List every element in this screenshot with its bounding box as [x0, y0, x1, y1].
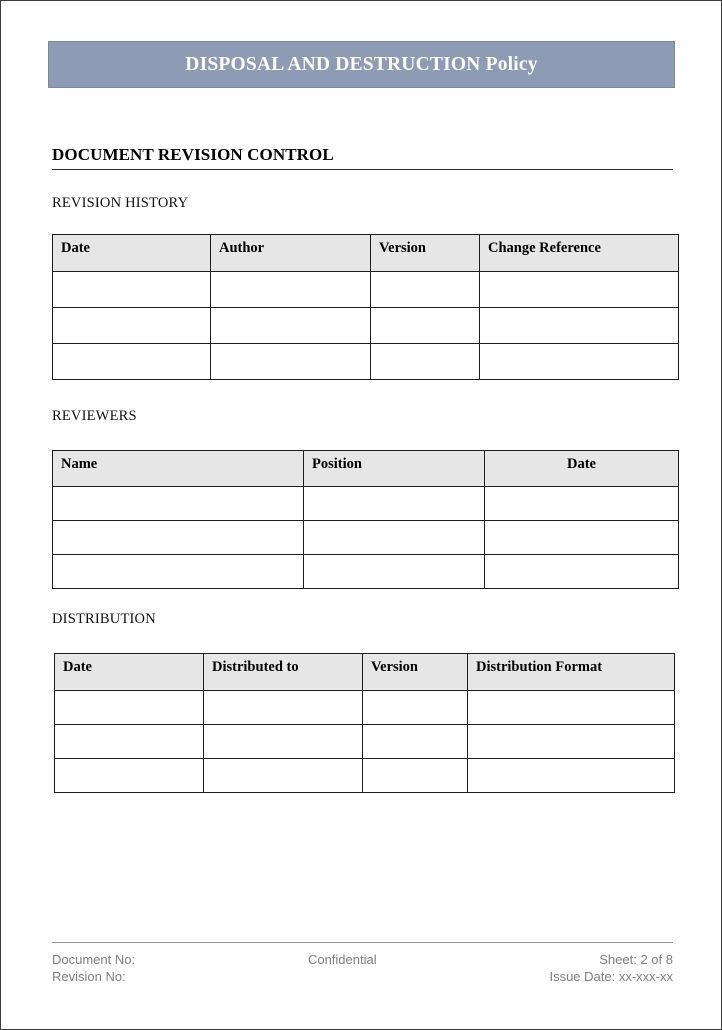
- reviewers-table: [52, 450, 679, 589]
- cell-distributed-to[interactable]: [204, 725, 363, 759]
- cell-version[interactable]: [371, 344, 480, 380]
- cell-date[interactable]: [55, 759, 204, 793]
- cell-version[interactable]: [363, 691, 468, 725]
- cell-position[interactable]: [304, 521, 485, 555]
- cell-distribution-format[interactable]: [468, 725, 675, 759]
- column-header-name: Name: [53, 451, 304, 487]
- cell-author[interactable]: [211, 344, 371, 380]
- table-row: [55, 759, 675, 793]
- cell-change-reference[interactable]: [480, 272, 679, 308]
- footer-divider: [52, 942, 673, 943]
- cell-name[interactable]: [53, 487, 304, 521]
- table-row: [53, 487, 679, 521]
- cell-version[interactable]: [363, 725, 468, 759]
- cell-date[interactable]: [53, 344, 211, 380]
- cell-name[interactable]: [53, 555, 304, 589]
- footer-document-no: Document No:: [52, 952, 136, 967]
- footer-sheet-number: Sheet: 2 of 8: [599, 952, 673, 967]
- table-header-row: [55, 654, 675, 691]
- cell-version[interactable]: [363, 759, 468, 793]
- cell-name[interactable]: [53, 521, 304, 555]
- cell-date[interactable]: [55, 725, 204, 759]
- column-header-author: Author: [211, 235, 371, 272]
- revision-history-table: [52, 234, 679, 380]
- table-row: [55, 725, 675, 759]
- footer-revision-no: Revision No:: [52, 969, 126, 984]
- table-row: [53, 521, 679, 555]
- column-header-change-reference: Change Reference: [480, 235, 679, 272]
- cell-distribution-format[interactable]: [468, 691, 675, 725]
- footer-center-column: [308, 951, 377, 968]
- column-header-date: Date: [55, 654, 204, 691]
- cell-author[interactable]: [211, 308, 371, 344]
- page-title: DOCUMENT REVISION CONTROL: [52, 145, 334, 164]
- footer-classification: Confidential: [307, 952, 377, 967]
- section-label-revision-history: REVISION HISTORY: [52, 195, 189, 211]
- cell-date[interactable]: [485, 521, 679, 555]
- column-header-date: Date: [485, 451, 679, 487]
- table-row: [53, 555, 679, 589]
- heading-divider: [52, 169, 673, 170]
- cell-date[interactable]: [53, 272, 211, 308]
- page-footer: [52, 951, 673, 985]
- cell-date[interactable]: [485, 487, 679, 521]
- table-row: [53, 344, 679, 380]
- cell-distribution-format[interactable]: [468, 759, 675, 793]
- title-banner: [48, 41, 675, 88]
- column-header-version: Version: [363, 654, 468, 691]
- footer-left-column: [52, 951, 135, 985]
- cell-position[interactable]: [304, 487, 485, 521]
- cell-author[interactable]: [211, 272, 371, 308]
- section-label-reviewers: REVIEWERS: [52, 408, 137, 424]
- cell-date[interactable]: [55, 691, 204, 725]
- cell-date[interactable]: [485, 555, 679, 589]
- table-row: [53, 308, 679, 344]
- column-header-distribution-format: Distribution Format: [468, 654, 675, 691]
- cell-change-reference[interactable]: [480, 344, 679, 380]
- cell-date[interactable]: [53, 308, 211, 344]
- distribution-table: [54, 653, 675, 793]
- table-header-row: [53, 235, 679, 272]
- column-header-distributed-to: Distributed to: [204, 654, 363, 691]
- table-row: [55, 691, 675, 725]
- footer-right-column: [549, 951, 673, 985]
- table-row: [53, 272, 679, 308]
- cell-version[interactable]: [371, 272, 480, 308]
- column-header-date: Date: [53, 235, 211, 272]
- column-header-position: Position: [304, 451, 485, 487]
- footer-issue-date: Issue Date: xx-xxx-xx: [549, 969, 673, 984]
- cell-position[interactable]: [304, 555, 485, 589]
- cell-version[interactable]: [371, 308, 480, 344]
- column-header-version: Version: [371, 235, 480, 272]
- table-header-row: [53, 451, 679, 487]
- document-title: DISPOSAL AND DESTRUCTION Policy: [185, 53, 538, 75]
- cell-distributed-to[interactable]: [204, 759, 363, 793]
- cell-change-reference[interactable]: [480, 308, 679, 344]
- cell-distributed-to[interactable]: [204, 691, 363, 725]
- section-label-distribution: DISTRIBUTION: [52, 611, 156, 627]
